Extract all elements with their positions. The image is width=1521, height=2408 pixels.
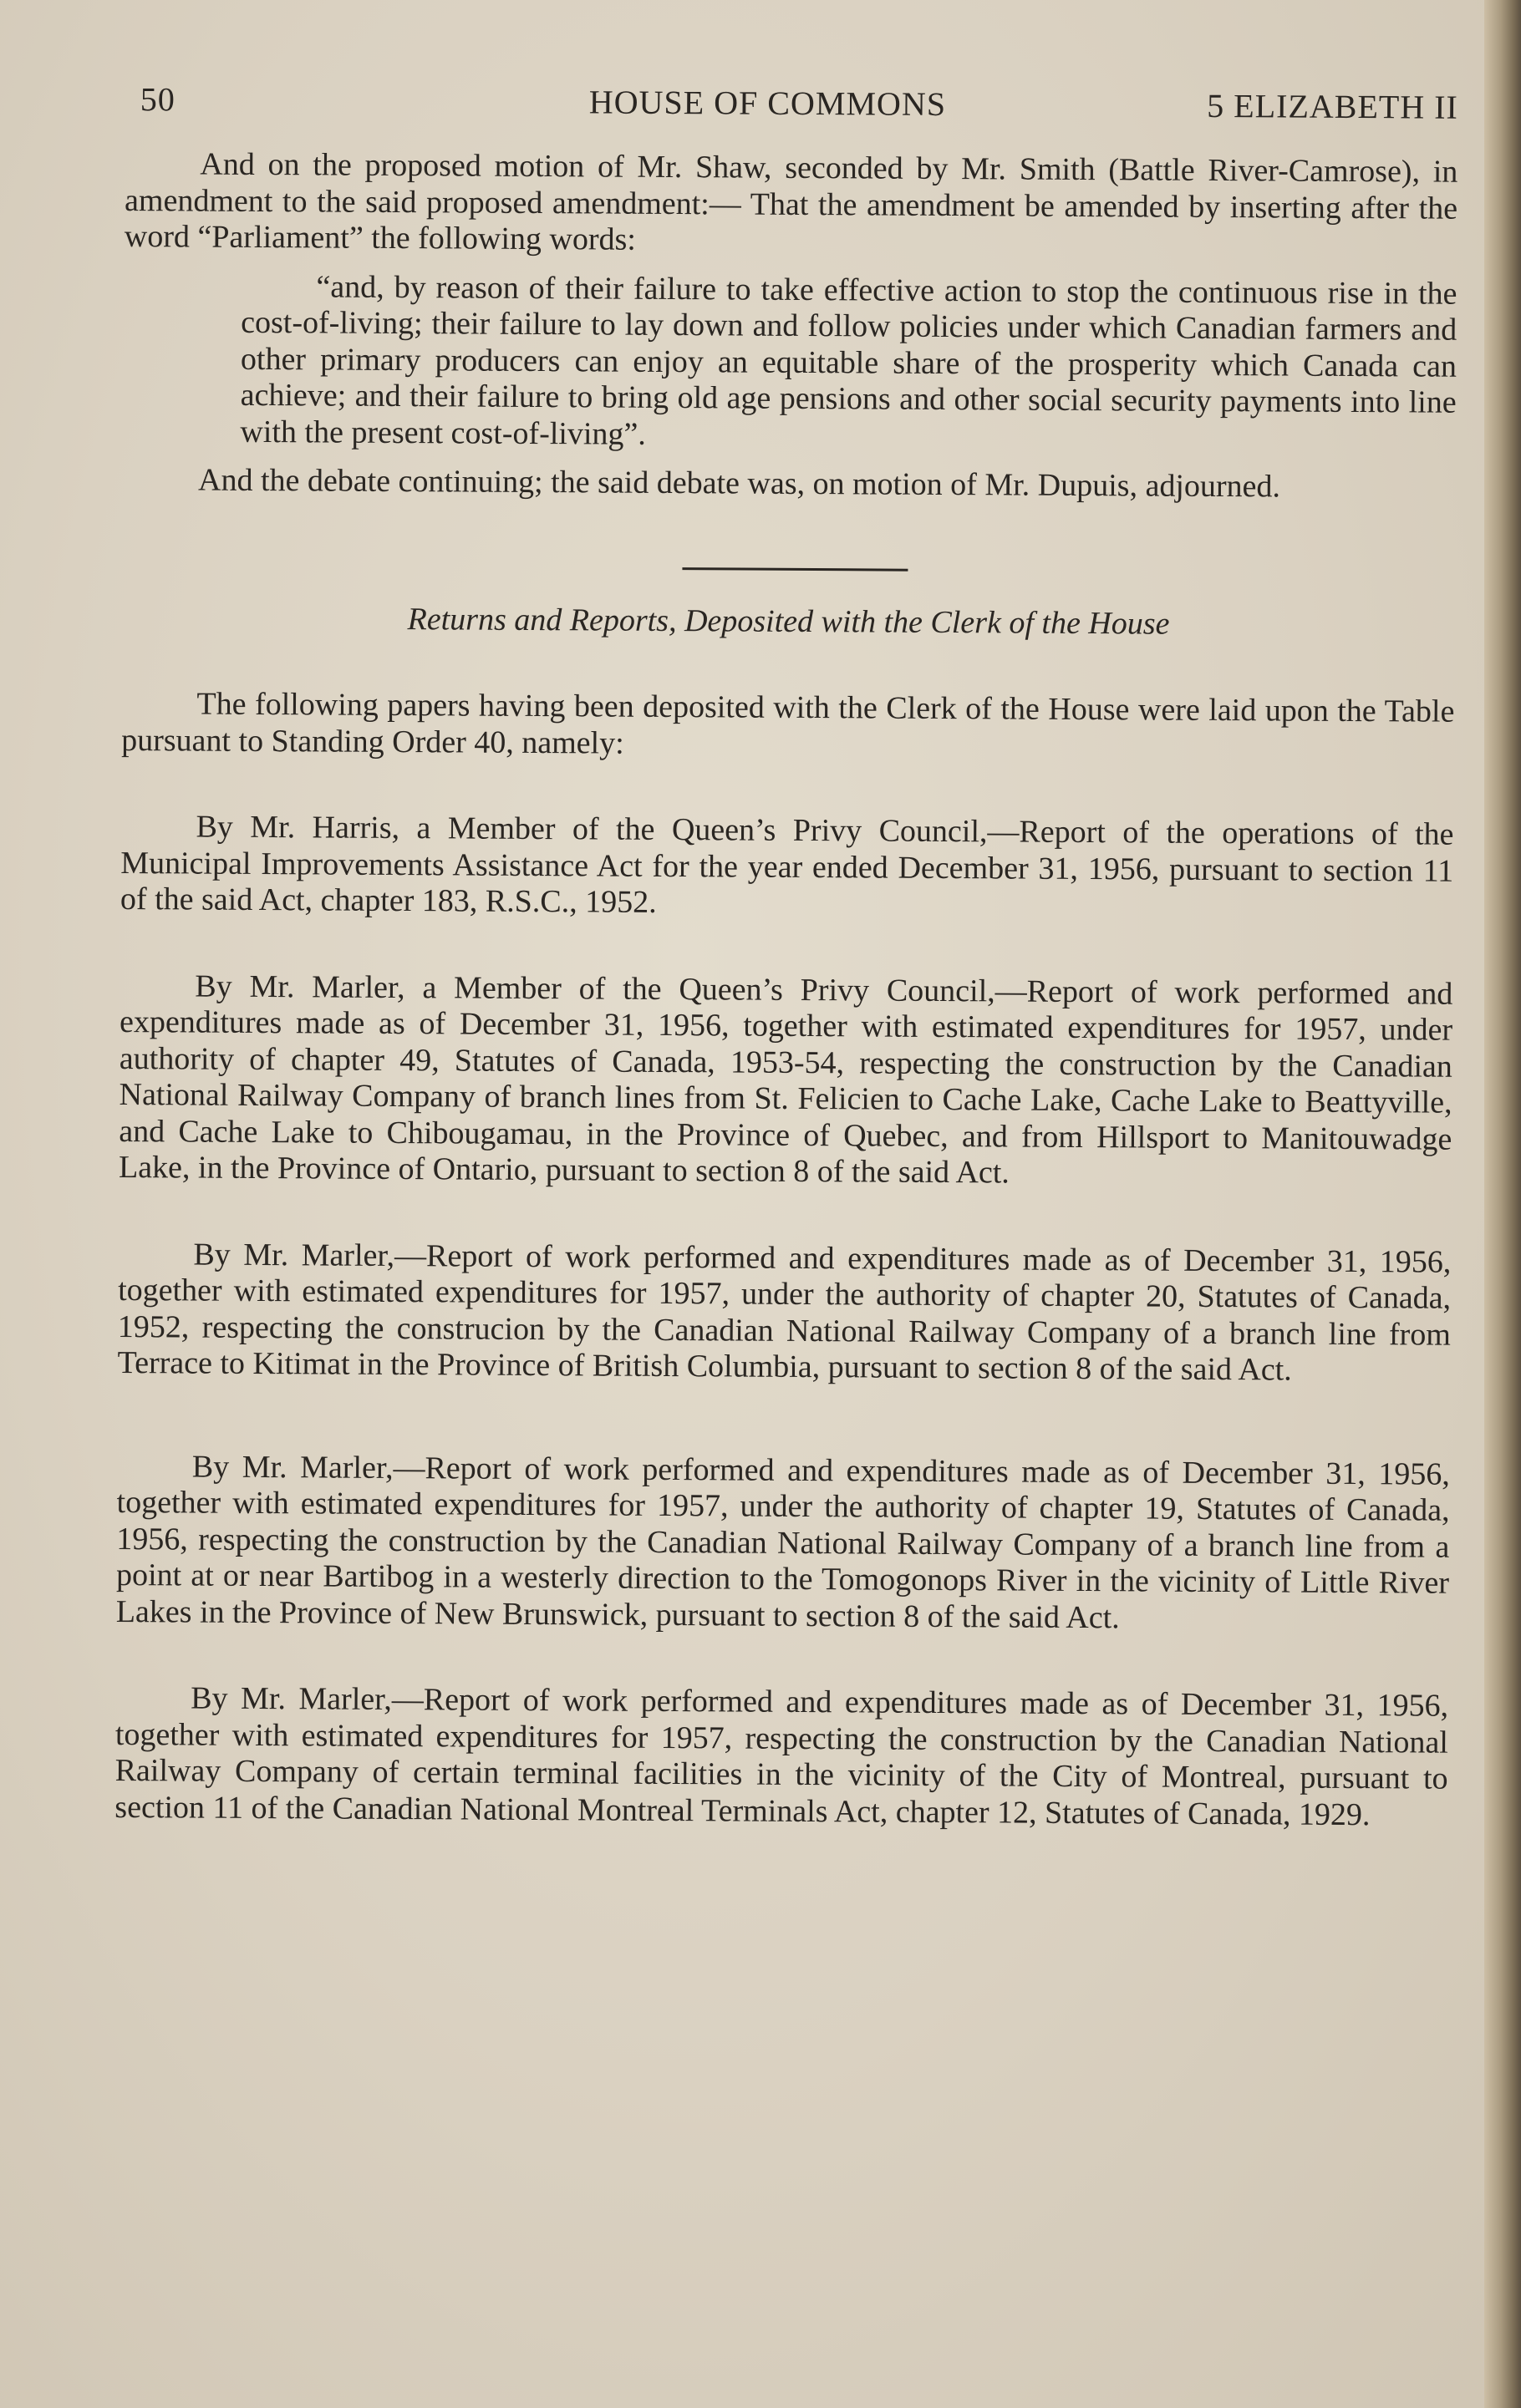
marler-report-bartibog: By Mr. Marler,—Report of work performed and expenditures made as of December 31, 1956, together with estimated expenditures for 1957, under the authority of chapter 19, Statutes of Canada, 1956, respecting the construction by the Canadian National Railway Company of a branch line from a point at or near Bartibog in a westerly direction to the Tomogonops River in the vicinity of Little River Lakes in the Province of New Brunswick, pursuant to section 8 of the said Act. <box>115 1449 1450 1635</box>
section-heading: Returns and Reports, Deposited with the Clerk of the House <box>407 601 1170 642</box>
amendment-quote: “and, by reason of their failure to take effective action to stop the continuous rise in the cost-of-living; their failure to lay down and follow policies under which Canadian farmers and other primary producers can enjoy an equitable share of the prosperity which Canada can achieve; and their failure to bring old age pensions and other social security payments into line with the present cost-of-living”. <box>240 268 1457 452</box>
marler-report-montreal-terminals: By Mr. Marler,—Report of work performed and expenditures made as of December 31, 1956, together with estimated expenditures for 1957, respecting the construction by the Canadian National Railway Company of certain terminal facilities in the vicinity of the City of Montreal, pursuant to section 11 of the Canadian National Montreal Terminals Act, chapter 12, Statutes of Canada, 1929. <box>114 1680 1449 1832</box>
amendment-paragraph: And on the proposed motion of Mr. Shaw, seconded by Mr. Smith (Battle River-Camrose), in amendment to the said proposed amendment:— That the amendment be amended by inserting after the word “Parliament” the following words: <box>124 146 1458 257</box>
page-number: 50 <box>140 80 176 119</box>
marler-report-terrace-kitimat: By Mr. Marler,—Report of work performed and expenditures made as of December 31, 1956, together with estimated expenditures for 1957, under the authority of chapter 20, Statutes of Canada, 1952, respecting the construcion by the Canadian National Railway Company of a branch line from Terrace to Kitimat in the Province of British Columbia, pursuant to section 8 of the said Act. <box>117 1237 1452 1388</box>
page-content <box>114 79 1458 1834</box>
debate-adjourned-paragraph: And the debate continuing; the said debate was, on motion of Mr. Dupuis, adjourned. <box>197 462 1281 505</box>
running-header <box>125 79 1458 155</box>
page-binding-edge <box>1484 0 1521 2408</box>
papers-intro-paragraph: The following papers having been deposited with the Clerk of the House were laid upon the Table pursuant to Standing Order 40, namely: <box>121 686 1455 761</box>
running-title: HOUSE OF COMMONS <box>588 83 947 123</box>
harris-report-paragraph: By Mr. Harris, a Member of the Queen’s Privy Council,—Report of the operations of the Municipal Improvements Assistance Act for the year ended December 31, 1956, pursuant to section 11 of the said Act, chapter 183, R.S.C., 1952. <box>120 809 1454 920</box>
session-label: 5 ELIZABETH II <box>1207 86 1458 126</box>
marler-report-quebec-ontario: By Mr. Marler, a Member of the Queen’s Privy Council,—Report of work performed and expenditures made as of December 31, 1956, together with estimated expenditures for 1957, under authority of chapter 49, Statutes of Canada, 1953-54, respecting the construction by the Canadian National Railway Company of branch lines from St. Felicien to Cache Lake, Cache Lake to Beattyville, and Cache Lake to Chibougamau, in the Province of Quebec, and from Hillsport to Manitouwadge Lake, in the Province of Ontario, pursuant to section 8 of the said Act. <box>118 968 1453 1191</box>
section-divider <box>682 567 908 572</box>
